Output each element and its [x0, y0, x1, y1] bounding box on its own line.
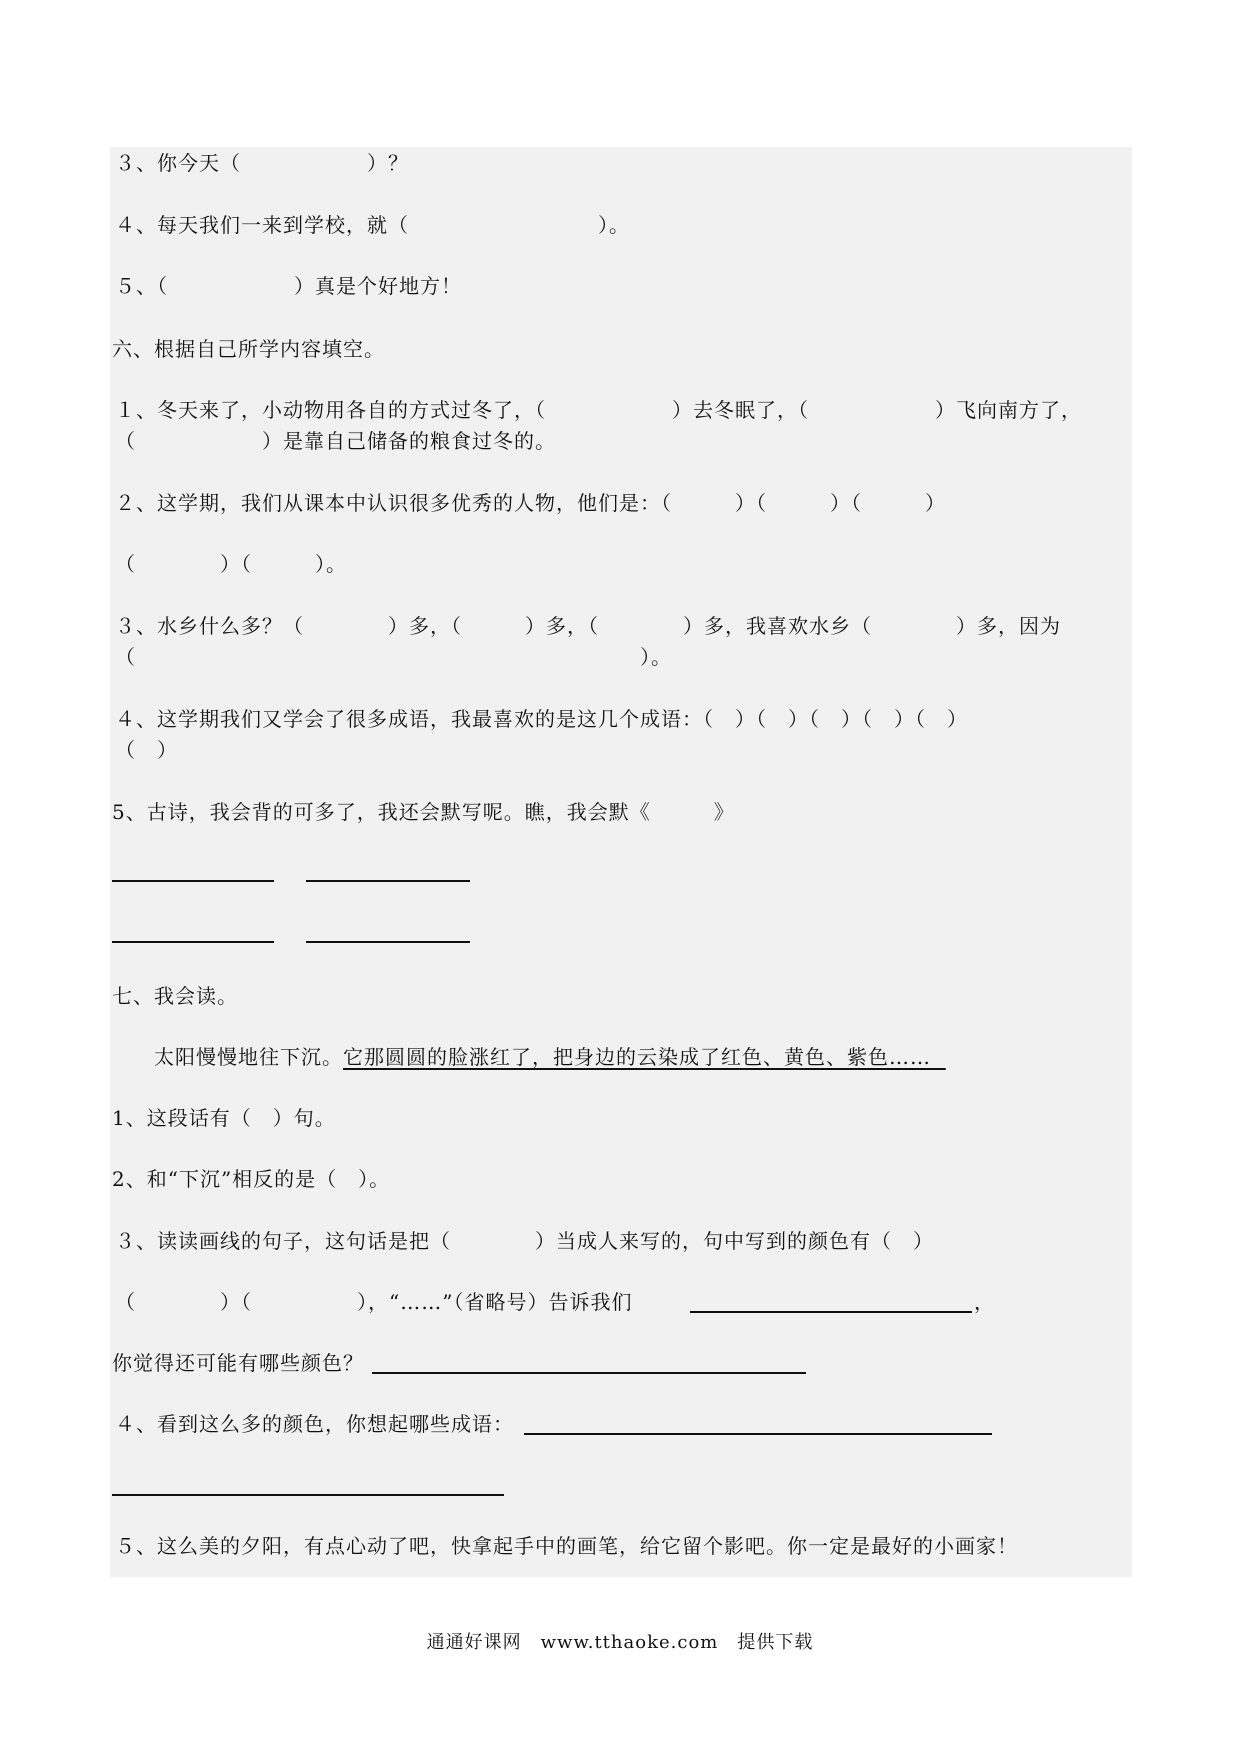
s6-question-3-line-2: （ ）。	[115, 645, 672, 669]
section-6-title: 六、根据自己所学内容填空。	[112, 337, 385, 361]
answer-blank-line	[112, 1494, 504, 1496]
poem-blank-line	[112, 880, 274, 882]
poem-blank-line	[306, 880, 470, 882]
fill-question-4: ４、每天我们一来到学校，就（ ）。	[115, 213, 630, 237]
s6-question-1-line-1: １、冬天来了，小动物用各自的方式过冬了，（ ）去冬眠了，（ ）飞向南方了，	[115, 398, 1082, 422]
s6-question-5: 5、古诗，我会背的可多了，我还会默写呢。瞧，我会默《 》	[112, 800, 735, 824]
s7-question-5: ５、这么美的夕阳，有点心动了吧，快拿起手中的画笔，给它留个影吧。你一定是最好的小画家！	[115, 1534, 1018, 1558]
poem-blank-line	[112, 941, 274, 943]
s6-question-1-line-2: （ ）是靠自己储备的粮食过冬的。	[115, 429, 556, 453]
fill-question-3: ３、你今天（ ）？	[115, 151, 409, 175]
section-7-title: 七、我会读。	[112, 984, 238, 1008]
answer-blank-line	[690, 1311, 972, 1313]
reading-passage	[154, 1044, 946, 1070]
s7-question-3-comma: ，	[974, 1290, 995, 1314]
s7-question-3-line-3: 你觉得还可能有哪些颜色？	[112, 1351, 364, 1375]
footer-download-note: 通通好课网 www.tthaoke.com 提供下载	[426, 1632, 814, 1653]
s7-question-1: 1、这段话有（ ）句。	[112, 1106, 336, 1130]
s6-question-3-line-1: ３、水乡什么多？（ ）多，（ ）多，（ ）多，我喜欢水乡（ ）多，因为	[115, 614, 1061, 638]
fill-question-5: ５、（ ）真是个好地方！	[115, 274, 462, 298]
s7-question-3-line-1: ３、读读画线的句子，这句话是把（ ）当成人来写的，句中写到的颜色有（ ）	[115, 1229, 934, 1253]
s6-question-4-line-2: （ ）	[115, 738, 178, 762]
passage-underlined-sentence: 它那圆圆的脸涨红了，把身边的云染成了红色、黄色、紫色……	[343, 1045, 931, 1069]
s6-question-2-line-2: （ ）（ ）。	[115, 552, 347, 576]
s6-question-2-line-1: ２、这学期，我们从课本中认识很多优秀的人物，他们是：（ ）（ ）（ ）	[115, 491, 946, 515]
answer-blank-line	[372, 1372, 806, 1374]
s6-question-4-line-1: ４、这学期我们又学会了很多成语，我最喜欢的是这几个成语：（ ）（ ）（ ）（ ）（ ）	[115, 707, 968, 731]
s7-question-3-line-2: （ ）（ ），“……”（省略号）告诉我们	[115, 1290, 633, 1314]
passage-plain-text: 太阳慢慢地往下沉。	[154, 1045, 343, 1069]
passage-underline-tail	[931, 1045, 946, 1069]
poem-blank-line	[306, 941, 470, 943]
s7-question-4: ４、看到这么多的颜色，你想起哪些成语：	[115, 1412, 514, 1436]
answer-blank-line	[524, 1433, 992, 1435]
s7-question-2: 2、和“下沉”相反的是（ ）。	[112, 1167, 391, 1191]
